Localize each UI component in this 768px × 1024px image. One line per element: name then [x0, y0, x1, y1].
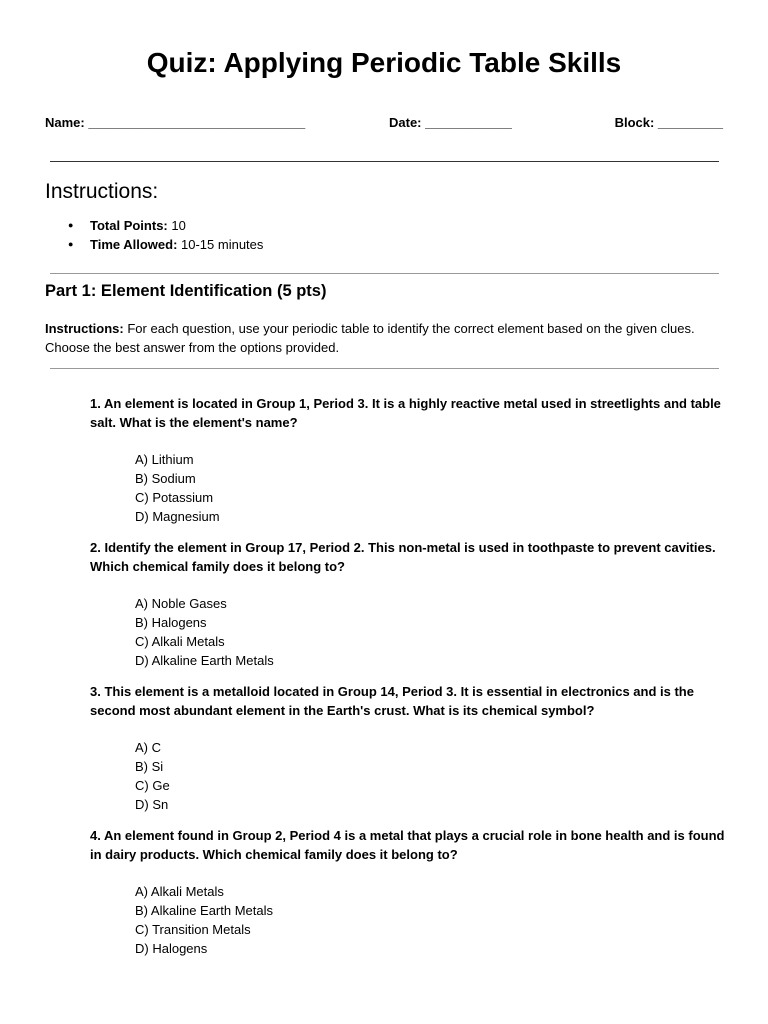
answer-option: C) Transition Metals — [135, 922, 251, 937]
answer-options — [135, 450, 730, 526]
answer-option: C) Alkali Metals — [135, 634, 225, 649]
answer-options — [135, 882, 730, 958]
part1-instructions — [45, 319, 725, 357]
page-title: Quiz: Applying Periodic Table Skills — [146, 47, 622, 78]
answer-options — [135, 738, 730, 814]
answer-option: B) Sodium — [135, 471, 196, 486]
section-divider — [50, 273, 719, 274]
list-item — [68, 216, 263, 235]
question-text: 1. An element is located in Group 1, Period 3. It is a highly reactive metal used in streetlights and table salt. What is the element's name? — [90, 396, 721, 430]
answer-option: D) Halogens — [135, 941, 208, 956]
list-item-value: 10 — [167, 218, 186, 233]
list-item-label: Total Points: — [90, 218, 168, 233]
answer-option: D) Alkaline Earth Metals — [135, 653, 274, 668]
question-text: 4. An element found in Group 2, Period 4 is a metal that plays a crucial role in bone health and is found in dairy products. Which chemical family does it belong to? — [90, 828, 725, 862]
answer-option: D) Sn — [135, 797, 169, 812]
answer-option: A) Noble Gases — [135, 596, 227, 611]
question — [90, 826, 730, 958]
part1-heading: Part 1: Element Identification (5 pts) — [45, 282, 327, 300]
answer-options — [135, 594, 730, 670]
answer-option: A) C — [135, 740, 161, 755]
list-item — [68, 235, 263, 254]
question — [90, 538, 730, 670]
list-item-label: Time Allowed: — [90, 237, 178, 252]
list-item-value: 10-15 minutes — [177, 237, 264, 252]
answer-option: C) Ge — [135, 778, 170, 793]
answer-option: A) Alkali Metals — [135, 884, 224, 899]
student-info-row — [45, 115, 723, 135]
block-field: Block: _________ — [614, 115, 723, 130]
answer-option: C) Potassium — [135, 490, 214, 505]
answer-option: A) Lithium — [135, 452, 194, 467]
answer-option: B) Alkaline Earth Metals — [135, 903, 274, 918]
instructions-list — [68, 216, 263, 254]
question — [90, 394, 730, 526]
part1-instructions-text: For each question, use your periodic table to identify the correct element based on the given clues. Choose the best answer from the options provided. — [45, 321, 695, 355]
answer-option: B) Halogens — [135, 615, 207, 630]
question-text: 2. Identify the element in Group 17, Period 2. This non-metal is used in toothpaste to prevent cavities. Which chemical family does it belong to? — [90, 540, 716, 574]
name-field: Name: ______________________________ — [45, 115, 306, 130]
answer-option: B) Si — [135, 759, 164, 774]
part1-instructions-label: Instructions: — [45, 321, 124, 336]
instructions-heading: Instructions: — [45, 180, 159, 203]
question — [90, 682, 730, 814]
header-divider — [50, 161, 719, 162]
section-divider — [50, 368, 719, 369]
question-text: 3. This element is a metalloid located in Group 14, Period 3. It is essential in electronics and is the second most abundant element in the Earth's crust. What is its chemical symbol? — [90, 684, 694, 718]
answer-option: D) Magnesium — [135, 509, 220, 524]
question-list — [90, 394, 730, 970]
date-field: Date: ____________ — [389, 115, 512, 130]
